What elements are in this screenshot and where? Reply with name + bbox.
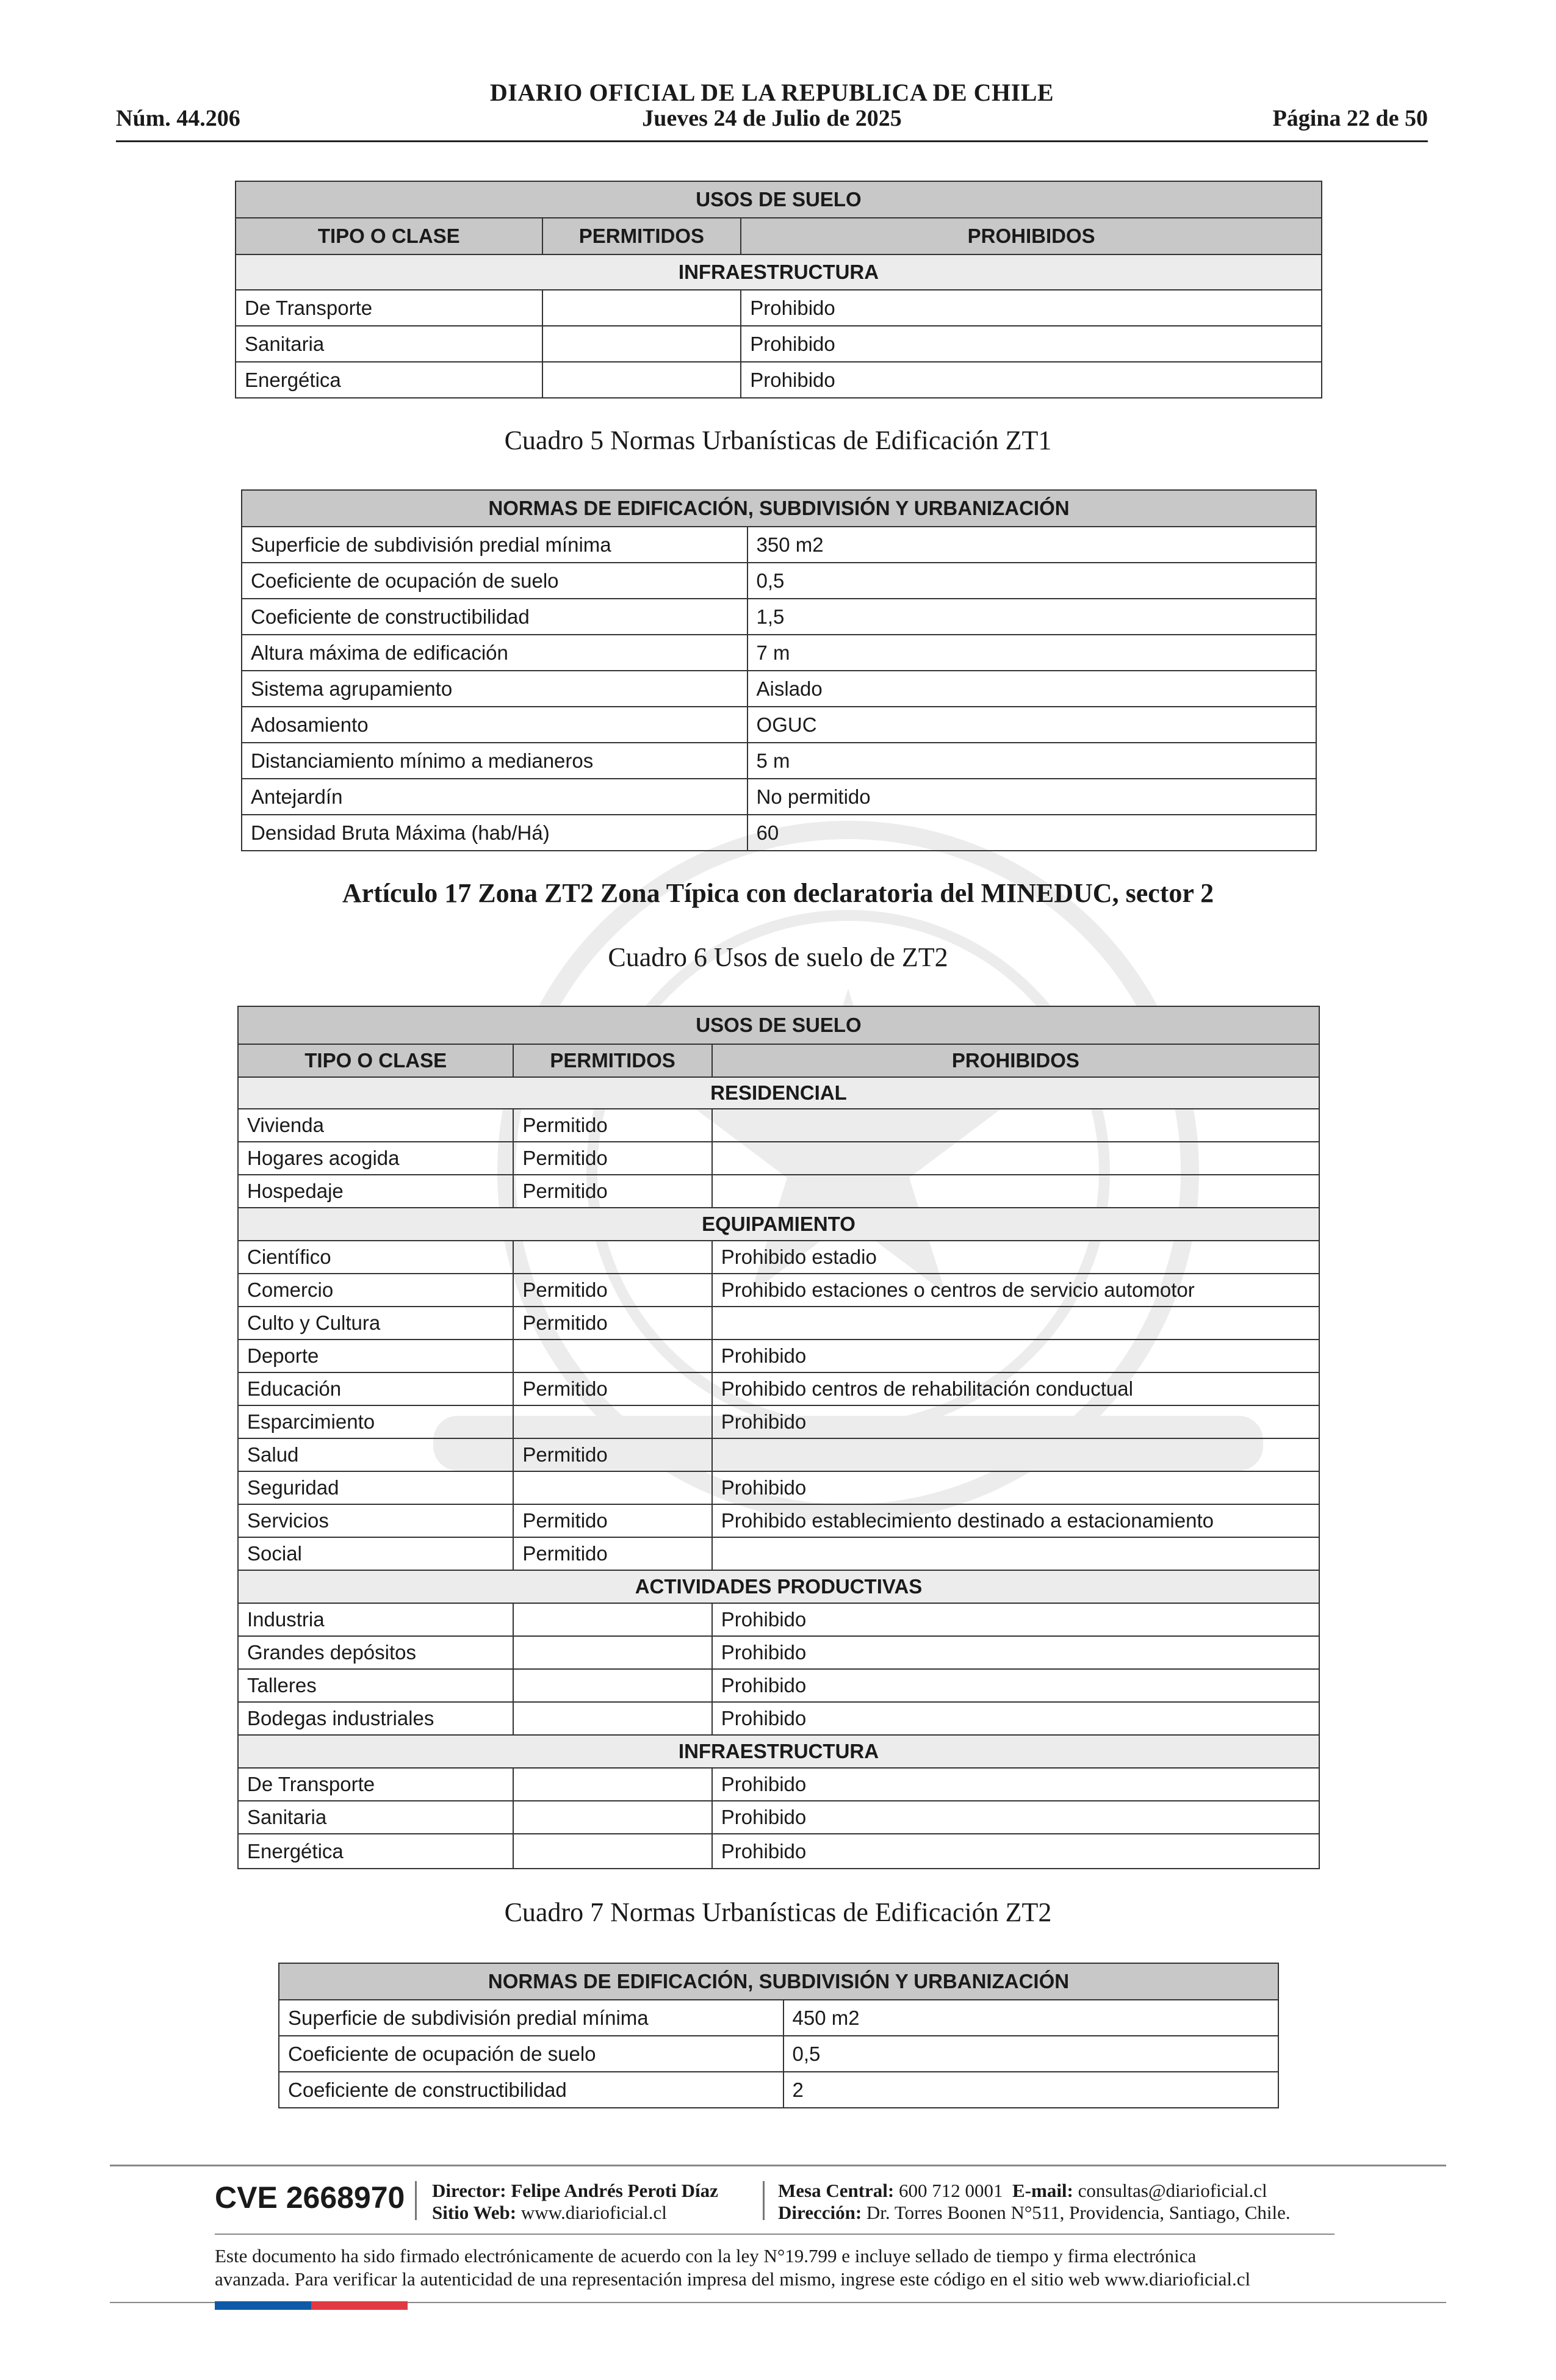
table-row bbox=[238, 1669, 1319, 1702]
cell-tipo: De Transporte bbox=[236, 290, 542, 326]
cell-prohibidos bbox=[712, 1307, 1319, 1340]
section-header: INFRAESTRUCTURA bbox=[236, 254, 1322, 290]
column-header-permitidos: PERMITIDOS bbox=[513, 1044, 711, 1077]
cell-prohibidos bbox=[712, 1175, 1319, 1208]
cell-tipo: De Transporte bbox=[238, 1768, 513, 1801]
cell-permitidos: Permitido bbox=[513, 1537, 711, 1570]
table-row bbox=[238, 1702, 1319, 1735]
cell-valor: OGUC bbox=[747, 707, 1316, 743]
column-header-permitidos: PERMITIDOS bbox=[542, 218, 741, 254]
cell-permitidos: Permitido bbox=[513, 1274, 711, 1307]
cell-norma: Superficie de subdivisión predial mínima bbox=[279, 2000, 783, 2036]
section-header-residencial: RESIDENCIAL bbox=[238, 1077, 1319, 1109]
legal-notice bbox=[215, 2245, 1374, 2291]
cell-valor: No permitido bbox=[747, 779, 1316, 815]
table-title: NORMAS DE EDIFICACIÓN, SUBDIVISIÓN Y URBANIZACIÓN bbox=[242, 490, 1316, 527]
cell-tipo: Hogares acogida bbox=[238, 1142, 513, 1175]
cell-tipo: Energética bbox=[236, 362, 542, 398]
table-row bbox=[242, 635, 1316, 671]
table-row bbox=[279, 2000, 1278, 2036]
cell-prohibidos: Prohibido bbox=[741, 326, 1322, 362]
caption-cuadro-7: Cuadro 7 Normas Urbanísticas de Edificación ZT2 bbox=[504, 1897, 1052, 1927]
cell-tipo: Servicios bbox=[238, 1504, 513, 1537]
table-row bbox=[242, 563, 1316, 599]
cell-tipo: Grandes depósitos bbox=[238, 1636, 513, 1669]
website-label: Sitio Web: bbox=[432, 2202, 517, 2223]
table-row bbox=[242, 779, 1316, 815]
cell-valor: 0,5 bbox=[747, 563, 1316, 599]
cell-permitidos bbox=[513, 1669, 711, 1702]
cell-tipo: Sanitaria bbox=[238, 1801, 513, 1834]
address-label: Dirección: bbox=[778, 2202, 862, 2223]
cell-tipo: Talleres bbox=[238, 1669, 513, 1702]
cell-permitidos bbox=[513, 1340, 711, 1372]
cell-permitidos: Permitido bbox=[513, 1142, 711, 1175]
table-row bbox=[238, 1471, 1319, 1504]
cell-prohibidos: Prohibido bbox=[712, 1603, 1319, 1636]
cell-prohibidos: Prohibido bbox=[712, 1405, 1319, 1438]
article-17-heading: Artículo 17 Zona ZT2 Zona Típica con declaratoria del MINEDUC, sector 2 bbox=[342, 878, 1214, 908]
page-number: Página 22 de 50 bbox=[1272, 106, 1428, 131]
cell-tipo: Sanitaria bbox=[236, 326, 542, 362]
cell-permitidos bbox=[542, 326, 741, 362]
table-row bbox=[242, 707, 1316, 743]
cell-prohibidos: Prohibido bbox=[712, 1834, 1319, 1869]
cell-norma: Altura máxima de edificación bbox=[242, 635, 747, 671]
cell-norma: Distanciamiento mínimo a medianeros bbox=[242, 743, 747, 779]
cell-tipo: Comercio bbox=[238, 1274, 513, 1307]
cell-permitidos bbox=[513, 1471, 711, 1504]
cell-tipo: Seguridad bbox=[238, 1471, 513, 1504]
table-row bbox=[236, 326, 1322, 362]
cell-tipo: Deporte bbox=[238, 1340, 513, 1372]
cell-prohibidos bbox=[712, 1142, 1319, 1175]
website-line bbox=[432, 2202, 667, 2224]
cell-valor: 5 m bbox=[747, 743, 1316, 779]
cell-permitidos: Permitido bbox=[513, 1372, 711, 1405]
column-header-prohibidos: PROHIBIDOS bbox=[741, 218, 1322, 254]
address-value: Dr. Torres Boonen N°511, Providencia, Santiago, Chile. bbox=[866, 2202, 1291, 2223]
phone-label: Mesa Central: bbox=[778, 2180, 895, 2201]
cell-prohibidos: Prohibido estadio bbox=[712, 1241, 1319, 1274]
column-header-prohibidos: PROHIBIDOS bbox=[712, 1044, 1319, 1077]
usos-suelo-table-zt2 bbox=[237, 1006, 1320, 1869]
cell-valor: 7 m bbox=[747, 635, 1316, 671]
cell-valor: 350 m2 bbox=[747, 527, 1316, 563]
footer-divider bbox=[110, 2165, 1446, 2166]
cell-valor: 450 m2 bbox=[783, 2000, 1279, 2036]
footer-separator bbox=[415, 2181, 417, 2220]
cell-tipo: Científico bbox=[238, 1241, 513, 1274]
cell-prohibidos: Prohibido bbox=[712, 1768, 1319, 1801]
normas-edificacion-table-zt1 bbox=[241, 489, 1317, 851]
flag-stripe-blue bbox=[215, 2301, 311, 2310]
table-row bbox=[242, 599, 1316, 635]
cell-prohibidos: Prohibido establecimiento destinado a estacionamiento bbox=[712, 1504, 1319, 1537]
table-row bbox=[238, 1274, 1319, 1307]
section-header-actividades-productivas: ACTIVIDADES PRODUCTIVAS bbox=[238, 1570, 1319, 1603]
cell-permitidos: Permitido bbox=[513, 1438, 711, 1471]
cell-norma: Densidad Bruta Máxima (hab/Há) bbox=[242, 815, 747, 851]
email-label: E-mail: bbox=[1012, 2180, 1073, 2201]
cell-permitidos bbox=[513, 1702, 711, 1735]
cell-permitidos: Permitido bbox=[513, 1504, 711, 1537]
cell-permitidos bbox=[513, 1405, 711, 1438]
cell-permitidos: Permitido bbox=[513, 1307, 711, 1340]
table-row bbox=[236, 362, 1322, 398]
director-line bbox=[432, 2180, 718, 2202]
cell-norma: Coeficiente de ocupación de suelo bbox=[242, 563, 747, 599]
cell-norma: Coeficiente de constructibilidad bbox=[279, 2072, 783, 2108]
footer-separator bbox=[763, 2181, 765, 2220]
table-row bbox=[242, 527, 1316, 563]
table-row bbox=[238, 1438, 1319, 1471]
column-header-tipo: TIPO O CLASE bbox=[236, 218, 542, 254]
cell-prohibidos bbox=[712, 1438, 1319, 1471]
director-name: Felipe Andrés Peroti Díaz bbox=[511, 2180, 718, 2201]
cell-prohibidos: Prohibido bbox=[712, 1801, 1319, 1834]
table-row bbox=[242, 671, 1316, 707]
address-line bbox=[778, 2202, 1291, 2224]
section-header-equipamiento: EQUIPAMIENTO bbox=[238, 1208, 1319, 1241]
table-row bbox=[242, 743, 1316, 779]
cell-prohibidos: Prohibido bbox=[712, 1636, 1319, 1669]
table-row bbox=[238, 1405, 1319, 1438]
table-row bbox=[238, 1307, 1319, 1340]
table-title: NORMAS DE EDIFICACIÓN, SUBDIVISIÓN Y URBANIZACIÓN bbox=[279, 1963, 1278, 2000]
contact-line bbox=[778, 2180, 1267, 2202]
table-row bbox=[238, 1372, 1319, 1405]
table-title: USOS DE SUELO bbox=[238, 1006, 1319, 1044]
cell-tipo: Hospedaje bbox=[238, 1175, 513, 1208]
table-row bbox=[238, 1142, 1319, 1175]
cell-tipo: Culto y Cultura bbox=[238, 1307, 513, 1340]
cell-norma: Coeficiente de ocupación de suelo bbox=[279, 2036, 783, 2072]
caption-cuadro-6: Cuadro 6 Usos de suelo de ZT2 bbox=[608, 942, 948, 972]
cell-permitidos bbox=[513, 1834, 711, 1869]
newspaper-title: DIARIO OFICIAL DE LA REPUBLICA DE CHILE bbox=[489, 79, 1054, 106]
caption-cuadro-5: Cuadro 5 Normas Urbanísticas de Edificación ZT1 bbox=[504, 425, 1052, 455]
cell-tipo: Social bbox=[238, 1537, 513, 1570]
cell-norma: Antejardín bbox=[242, 779, 747, 815]
website-link[interactable]: www.diarioficial.cl bbox=[520, 2202, 667, 2223]
cell-permitidos bbox=[513, 1768, 711, 1801]
table-row bbox=[238, 1340, 1319, 1372]
cell-permitidos bbox=[542, 290, 741, 326]
cell-norma: Superficie de subdivisión predial mínima bbox=[242, 527, 747, 563]
cell-norma: Coeficiente de constructibilidad bbox=[242, 599, 747, 635]
cell-prohibidos: Prohibido bbox=[712, 1702, 1319, 1735]
cell-tipo: Salud bbox=[238, 1438, 513, 1471]
table-row bbox=[238, 1768, 1319, 1801]
section-header-infraestructura: INFRAESTRUCTURA bbox=[238, 1735, 1319, 1768]
cell-norma: Sistema agrupamiento bbox=[242, 671, 747, 707]
table-row bbox=[238, 1109, 1319, 1142]
cve-code: CVE 2668970 bbox=[215, 2180, 405, 2215]
legal-notice-line: avanzada. Para verificar la autenticidad de una representación impresa del mismo, ingrese este código en el sitio web www.diarioficial.cl bbox=[215, 2268, 1251, 2290]
table-row bbox=[242, 815, 1316, 851]
column-header-tipo: TIPO O CLASE bbox=[238, 1044, 513, 1077]
table-row bbox=[238, 1504, 1319, 1537]
cell-permitidos bbox=[542, 362, 741, 398]
director-label: Director: bbox=[432, 2180, 506, 2201]
page-header bbox=[116, 73, 1428, 143]
table-row bbox=[279, 2072, 1278, 2108]
table-row bbox=[238, 1636, 1319, 1669]
normas-edificacion-table-zt2 bbox=[278, 1963, 1279, 2108]
cell-valor: 2 bbox=[783, 2072, 1279, 2108]
cell-permitidos bbox=[513, 1241, 711, 1274]
cell-valor: 0,5 bbox=[783, 2036, 1279, 2072]
cell-tipo: Educación bbox=[238, 1372, 513, 1405]
cell-prohibidos: Prohibido bbox=[712, 1471, 1319, 1504]
cell-permitidos bbox=[513, 1636, 711, 1669]
table-row bbox=[238, 1175, 1319, 1208]
cell-prohibidos: Prohibido estaciones o centros de servicio automotor bbox=[712, 1274, 1319, 1307]
email-link[interactable]: consultas@diarioficial.cl bbox=[1078, 2180, 1267, 2201]
cell-tipo: Esparcimiento bbox=[238, 1405, 513, 1438]
table-row bbox=[279, 2036, 1278, 2072]
cell-permitidos: Permitido bbox=[513, 1109, 711, 1142]
cell-prohibidos: Prohibido bbox=[741, 290, 1322, 326]
cell-tipo: Industria bbox=[238, 1603, 513, 1636]
table-row bbox=[238, 1241, 1319, 1274]
legal-notice-line: Este documento ha sido firmado electrónicamente de acuerdo con la ley N°19.799 e incluye sellado de tiempo y firma electrónica bbox=[215, 2245, 1197, 2266]
cell-prohibidos: Prohibido centros de rehabilitación conductual bbox=[712, 1372, 1319, 1405]
phone-value: 600 712 0001 bbox=[899, 2180, 1003, 2201]
cell-permitidos bbox=[513, 1801, 711, 1834]
cell-prohibidos: Prohibido bbox=[712, 1669, 1319, 1702]
cell-prohibidos: Prohibido bbox=[741, 362, 1322, 398]
cell-prohibidos bbox=[712, 1537, 1319, 1570]
table-row bbox=[238, 1537, 1319, 1570]
issue-date: Jueves 24 de Julio de 2025 bbox=[642, 106, 902, 131]
cell-valor: Aislado bbox=[747, 671, 1316, 707]
table-title: USOS DE SUELO bbox=[236, 181, 1322, 218]
cell-tipo: Energética bbox=[238, 1834, 513, 1869]
cell-tipo: Bodegas industriales bbox=[238, 1702, 513, 1735]
table-row bbox=[238, 1834, 1319, 1869]
table-row bbox=[238, 1603, 1319, 1636]
cell-valor: 1,5 bbox=[747, 599, 1316, 635]
cell-valor: 60 bbox=[747, 815, 1316, 851]
cell-prohibidos bbox=[712, 1109, 1319, 1142]
cell-tipo: Vivienda bbox=[238, 1109, 513, 1142]
cell-prohibidos: Prohibido bbox=[712, 1340, 1319, 1372]
table-row bbox=[238, 1801, 1319, 1834]
usos-suelo-table-zt1-continued bbox=[235, 181, 1322, 398]
table-row bbox=[236, 290, 1322, 326]
cell-norma: Adosamiento bbox=[242, 707, 747, 743]
cell-permitidos: Permitido bbox=[513, 1175, 711, 1208]
flag-stripe-red bbox=[311, 2301, 408, 2310]
footer-divider bbox=[215, 2234, 1334, 2235]
cell-permitidos bbox=[513, 1603, 711, 1636]
issue-number: Núm. 44.206 bbox=[116, 106, 240, 131]
header-divider bbox=[116, 140, 1428, 142]
